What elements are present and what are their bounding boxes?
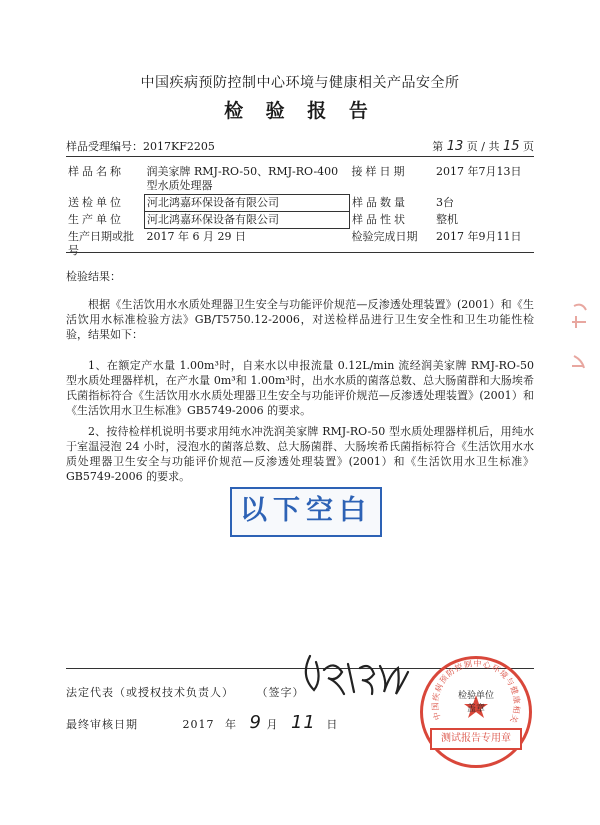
- year-char: 年: [225, 718, 237, 731]
- organization-name: 中国疾病预防控制中心环境与健康相关产品安全所: [140, 75, 460, 91]
- info-row-submitter: [66, 195, 534, 212]
- seal-ring-text-path: 中国疾病预防控制中心环境与健康相关: [430, 659, 522, 725]
- results-paragraph-3: 2、按待检样机说明书要求用纯水冲洗润美家牌 RMJ-RO-50 型水质处理器样机后，用纯水于室温浸泡 24 小时，浸泡水的菌落总数、总大肠菌群、大肠埃希氏菌指标符合《生活饮用水水质处理器卫生安全与功能评价规范—反渗透处理装置》(2001）和《生活饮用水卫生标准》GB5749-2006 的要求。: [66, 425, 534, 483]
- page-prefix: 第: [432, 140, 444, 153]
- page-mid: 页 / 共: [466, 140, 500, 153]
- report-title: 检 验 报 告: [224, 100, 376, 122]
- sample-info-table: [66, 164, 534, 259]
- edge-seal-fragment: [568, 296, 592, 386]
- results-heading: 检验结果：: [66, 270, 121, 283]
- prod-date: 2017 年 6 月 29 日: [146, 230, 246, 243]
- submitter: 河北鸿嘉环保设备有限公司: [145, 195, 350, 212]
- page-current: 13: [446, 139, 464, 154]
- results-paragraph-2: 1、在额定产水量 1.00m³时，自来水以申报流量 0.12L/min 流经润美家牌 RMJ-RO-50 型水质处理器样机，在产水量 0m³和 1.00m³时，出水水质的菌落总数、总大肠菌群和大肠埃希氏菌指标符合《生活饮用水水质处理器卫生安全与功能评价规范—反渗透处理装置》(2001）和《生活饮用水卫生标准》GB5749-2006 的要求。: [66, 359, 534, 417]
- review-day: 11: [290, 712, 316, 733]
- info-bottom-rule: [66, 252, 534, 253]
- seal-inner-text: [446, 688, 506, 714]
- meta-row: [66, 138, 534, 154]
- review-label: 最终审核日期: [66, 718, 138, 731]
- top-rule: [66, 156, 534, 157]
- seal-inner-line1: 检验单位: [457, 691, 494, 701]
- review-month: 9: [249, 712, 262, 733]
- results-paragraph-1: 根据《生活饮用水水质处理器卫生安全与功能评价规范—反渗透处理装置》(2001）和《生活饮用水标准检验方法》GB/T5750.12-2006，对送检样品进行卫生安全性和卫生功能性检验，结果如下：: [66, 298, 534, 341]
- info-row-dates: [66, 229, 534, 259]
- page-indicator: [432, 138, 534, 154]
- info-row-sample-name: [66, 164, 534, 195]
- day-char: 日: [326, 718, 339, 731]
- page-total: 15: [502, 139, 520, 154]
- quantity-label: 样品数量: [352, 195, 408, 209]
- quantity: 3台: [436, 195, 454, 209]
- review-date-row: [66, 712, 338, 733]
- seal-label-box: 测试报告专用章: [430, 728, 522, 750]
- representative-label: 法定代表（或授权技术负责人）: [66, 686, 234, 699]
- accept-no-label: 样品受理编号：: [66, 140, 143, 153]
- signature-row: [66, 684, 305, 700]
- sign-label: （签字）: [256, 686, 305, 699]
- month-char: 月: [266, 718, 279, 731]
- submitter-label: 送检单位: [68, 195, 124, 209]
- page-suffix: 页: [523, 140, 534, 153]
- prod-date-label: 生产日期或批号: [68, 229, 134, 257]
- handwritten-signature: [290, 650, 420, 698]
- receive-date: 2017 年7月13日: [436, 165, 522, 178]
- review-year: 2017: [182, 718, 215, 731]
- info-row-producer: [66, 212, 534, 229]
- receive-date-label: 接样日期: [351, 165, 408, 178]
- state-label: 样品性状: [352, 212, 408, 226]
- blank-below-stamp: 以下空白: [230, 487, 382, 537]
- state: 整机: [436, 212, 458, 226]
- finish-date: 2017 年9月11日: [436, 229, 522, 243]
- producer: 河北鸿嘉环保设备有限公司: [145, 212, 350, 229]
- producer-label: 生产单位: [68, 212, 124, 226]
- seal-inner-line2: 盖章: [466, 704, 485, 714]
- finish-date-label: 检验完成日期: [351, 229, 418, 243]
- sample-name-label: 样品名称: [68, 165, 124, 178]
- sample-name: 润美家牌 RMJ-RO-50、RMJ-RO-400 型水质处理器: [146, 165, 339, 192]
- accept-no: 2017KF2205: [143, 140, 215, 153]
